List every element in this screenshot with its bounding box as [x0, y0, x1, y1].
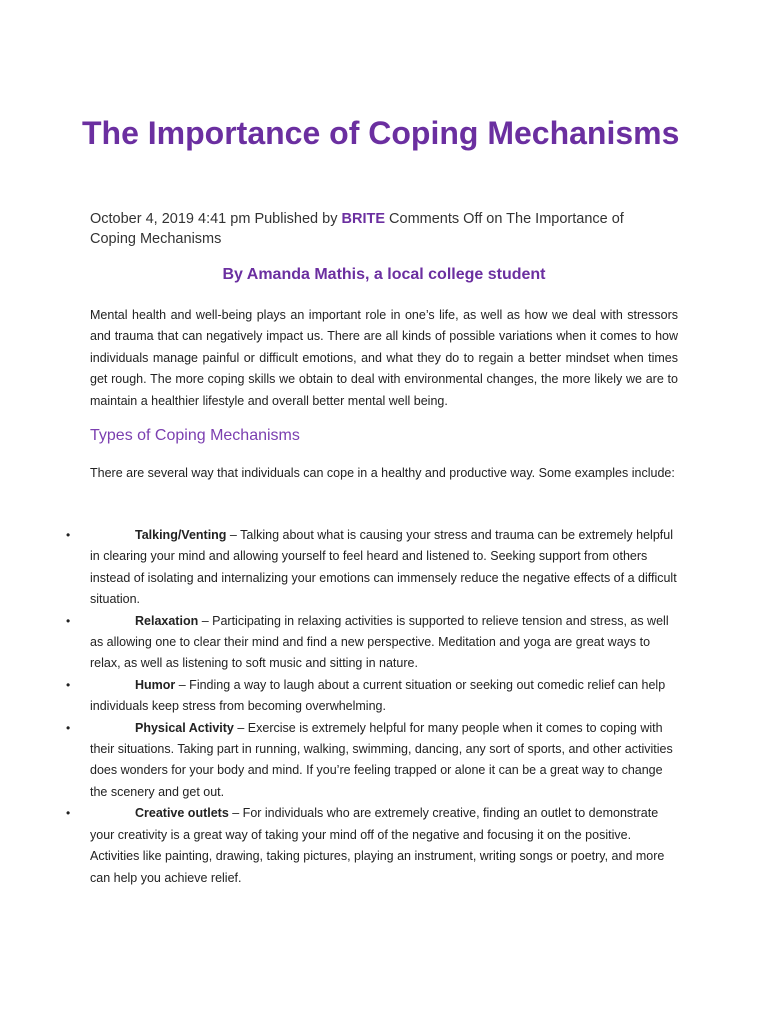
- comments-status: Comments Off on The Importance of Coping Mechanisms: [90, 211, 624, 247]
- list-item-text: [90, 803, 678, 889]
- list-item: [0, 803, 768, 889]
- section-heading: Types of Coping Mechanisms: [90, 427, 300, 444]
- list-item: [0, 611, 768, 675]
- article-meta: [90, 209, 670, 249]
- list-item-text: [90, 611, 678, 675]
- intro-paragraph: Mental health and well-being plays an important role in one’s life, as well as how we deal with stressors and trauma that can negatively impact us. There are all kinds of possible variations when it comes to how individuals manage painful or difficult emotions, and what they do to regain a better mindset when times get rough. The more coping skills we obtain to deal with environmental changes, the more likely we are to maintain a healthier lifestyle and overall better mental well being.: [90, 308, 678, 408]
- coping-examples-list: [0, 525, 768, 889]
- list-item: [0, 718, 768, 804]
- author-link[interactable]: BRITE: [341, 211, 385, 227]
- list-item-description: – For individuals who are extremely creative, finding an outlet to demonstrate your creativity is a great way of taking your mind off of the negative and focusing it on the positive. Activities like painting, drawing, taking pictures, playing an instrument, writing songs or poetry, and more can help you achieve relief.: [90, 806, 665, 885]
- list-item-name: Relaxation: [135, 613, 199, 628]
- list-item-text: [90, 718, 678, 804]
- bullet-icon: •: [66, 528, 71, 542]
- list-item-description: – Finding a way to laugh about a current situation or seeking out comedic relief can help individuals keep stress from becoming overwhelming.: [90, 677, 666, 714]
- article-title: The Importance of Coping Mechanisms: [82, 115, 680, 151]
- list-item-text: [90, 675, 678, 718]
- bullet-icon: •: [66, 720, 71, 735]
- list-item: [0, 525, 768, 611]
- list-item-description: – Talking about what is causing your stress and trauma can be extremely helpful in clearing your mind and allowing yourself to feel heard and listened to. Seeking support from others instead of isolating and internalizing your emotions can immensely reduce the negative effects of a difficult situation.: [90, 528, 677, 607]
- list-item-name: Physical Activity: [135, 720, 234, 735]
- list-item-description: – Exercise is extremely helpful for many people when it comes to coping with their situations. Taking part in running, walking, swimming, dancing, any sort of sports, and other activities does wonders for your body and mind. If you’re feeling trapped or alone it can be a great way to change the scenery and get out.: [90, 720, 673, 799]
- list-item-description: – Participating in relaxing activities is supported to relieve tension and stress, as well as allowing one to clear their mind and find a new perspective. Meditation and yoga are great ways to relax, as well as listening to soft music and sitting in nature.: [90, 613, 669, 671]
- bullet-icon: •: [66, 677, 71, 692]
- list-item-name: Creative outlets: [135, 806, 229, 821]
- types-intro-paragraph: There are several way that individuals can cope in a healthy and productive way. Some examples include:: [90, 466, 675, 480]
- list-item-text: [90, 525, 678, 611]
- published-by-label: Published by: [254, 211, 338, 227]
- bullet-icon: •: [66, 806, 71, 821]
- post-date: October 4, 2019 4:41 pm: [90, 211, 251, 227]
- bullet-icon: •: [66, 613, 71, 628]
- article-byline: By Amanda Mathis, a local college student: [222, 266, 546, 283]
- list-item-name: Talking/Venting: [135, 528, 227, 542]
- list-item: [0, 675, 768, 718]
- list-item-name: Humor: [135, 677, 176, 692]
